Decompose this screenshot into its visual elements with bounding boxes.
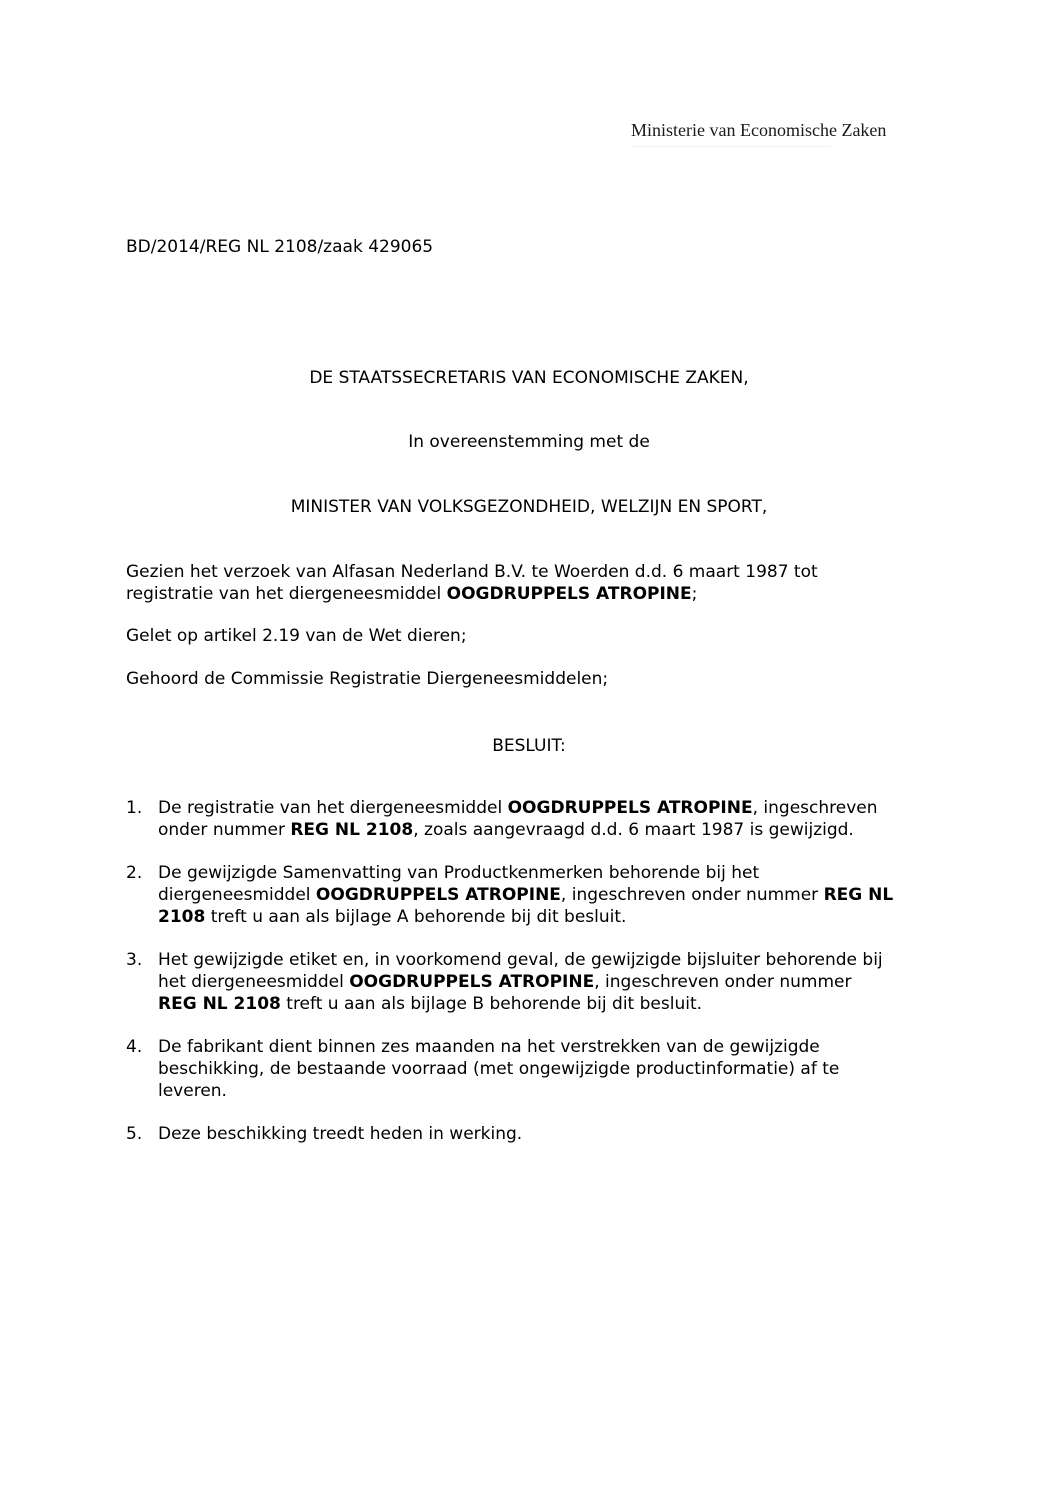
item-line	[158, 906, 934, 928]
item-line	[158, 819, 934, 841]
consideration-request	[126, 561, 926, 605]
item-line	[158, 797, 934, 819]
minister-heading: MINISTER VAN VOLKSGEZONDHEID, WELZIJN EN SPORT,	[290, 497, 768, 517]
text-segment: treft u aan als bijlage A behorende bij dit besluit.	[205, 907, 627, 927]
text-segment: , ingeschreven onder nummer	[560, 885, 824, 905]
item-line: De fabrikant dient binnen zes maanden na het verstrekken van de gewijzigde	[158, 1037, 820, 1057]
item-text	[158, 1036, 934, 1102]
text-segment: diergeneesmiddel	[158, 885, 316, 905]
text-segment: onder nummer	[158, 820, 291, 840]
registration-number: 2108	[158, 907, 206, 927]
text-segment: De registratie van het diergeneesmiddel	[158, 798, 508, 818]
registration-number: REG NL	[823, 885, 894, 905]
consideration-law: Gelet op artikel 2.19 van de Wet dieren;	[126, 626, 467, 646]
item-number: 5.	[126, 1124, 143, 1144]
product-name: OOGDRUPPELS ATROPINE	[315, 885, 561, 905]
agreement-line: In overeenstemming met de	[408, 432, 650, 452]
consideration-request-line1: Gezien het verzoek van Alfasan Nederland B.V. te Woerden d.d. 6 maart 1987 tot	[126, 562, 818, 582]
item-text	[158, 797, 934, 841]
registration-number: REG NL 2108	[290, 820, 414, 840]
item-number: 3.	[126, 950, 143, 970]
item-line: Het gewijzigde etiket en, in voorkomend geval, de gewijzigde bijsluiter behorende bij	[158, 950, 883, 970]
item-line: beschikking, de bestaande voorraad (met ongewijzigde productinformatie) af te	[158, 1059, 840, 1079]
item-text	[158, 1123, 934, 1145]
consideration-committee: Gehoord de Commissie Registratie Diergeneesmiddelen;	[126, 669, 609, 689]
ministry-name: Ministerie van Economische Zaken	[631, 120, 887, 140]
item-line	[158, 884, 934, 906]
text-segment: het diergeneesmiddel	[158, 972, 350, 992]
item-text	[158, 862, 934, 928]
item-line: Deze beschikking treedt heden in werking.	[158, 1124, 523, 1144]
text-segment: ;	[691, 584, 698, 604]
item-number: 2.	[126, 863, 143, 883]
item-line: leveren.	[158, 1081, 227, 1101]
reference-number: BD/2014/REG NL 2108/zaak 429065	[126, 237, 434, 257]
text-segment: , zoals aangevraagd d.d. 6 maart 1987 is gewijzigd.	[413, 820, 854, 840]
text-segment: treft u aan als bijlage B behorende bij dit besluit.	[280, 994, 703, 1014]
text-segment: , ingeschreven onder nummer	[594, 972, 852, 992]
registration-number: REG NL 2108	[158, 994, 281, 1014]
item-number: 4.	[126, 1037, 143, 1057]
item-line	[158, 993, 934, 1015]
product-name: OOGDRUPPELS ATROPINE	[349, 972, 595, 992]
text-segment: registratie van het diergeneesmiddel	[126, 584, 447, 604]
secretary-heading: DE STAATSSECRETARIS VAN ECONOMISCHE ZAKEN,	[309, 368, 749, 388]
item-text	[158, 949, 934, 1015]
item-line	[158, 971, 934, 993]
ministry-divider	[631, 146, 831, 147]
product-name: OOGDRUPPELS ATROPINE	[446, 584, 692, 604]
decision-title: BESLUIT:	[492, 736, 566, 756]
item-number: 1.	[126, 798, 143, 818]
item-line: De gewijzigde Samenvatting van Productkenmerken behorende bij het	[158, 863, 760, 883]
text-segment: , ingeschreven	[752, 798, 878, 818]
product-name: OOGDRUPPELS ATROPINE	[507, 798, 753, 818]
consideration-request-line2	[126, 583, 926, 605]
